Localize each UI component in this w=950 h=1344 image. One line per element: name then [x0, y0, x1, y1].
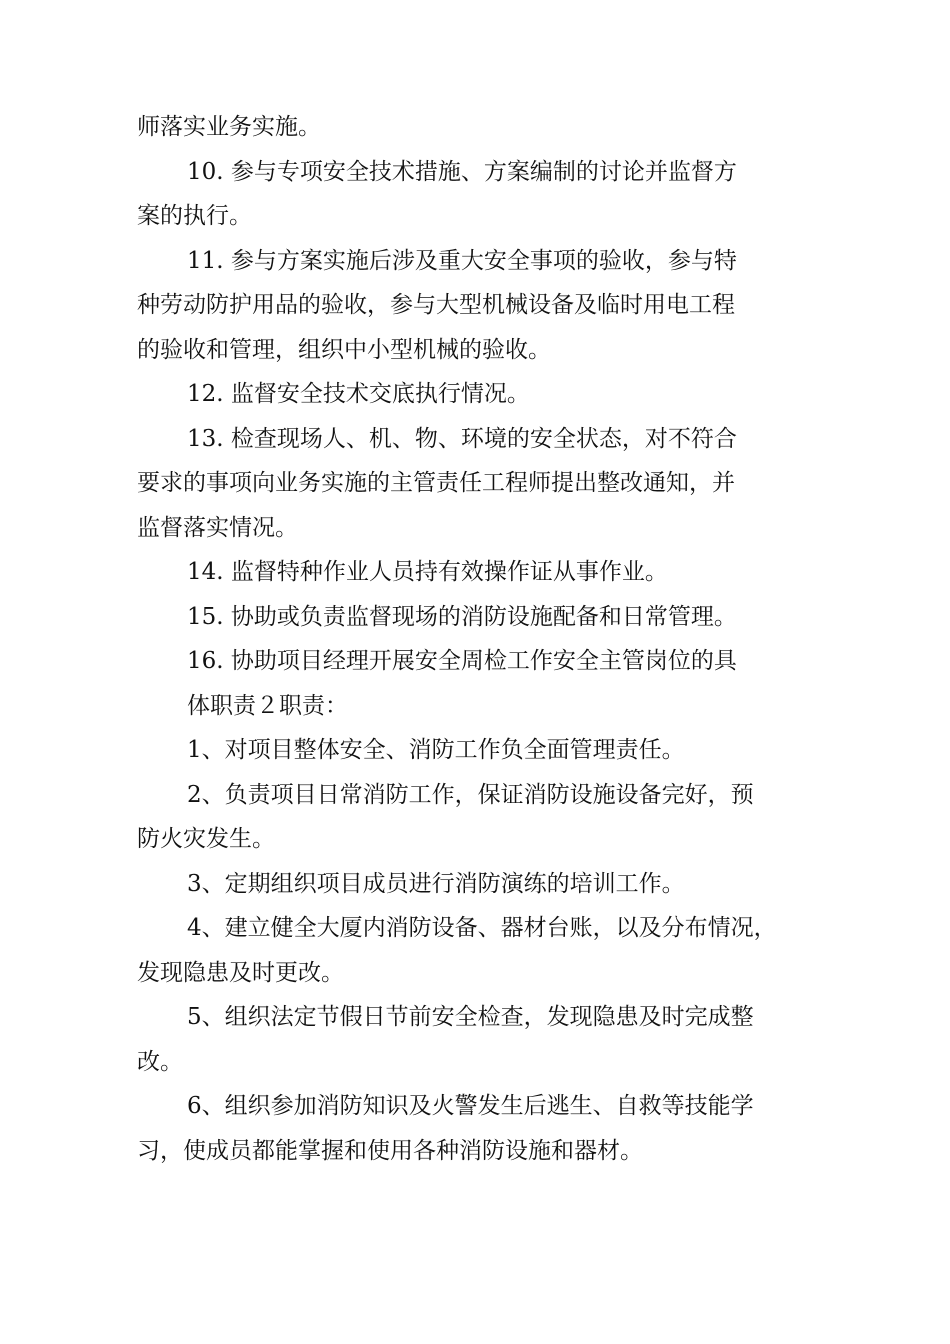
text-line: 种劳动防护用品的验收，参与大型机械设备及临时用电工程 [137, 292, 735, 318]
paragraph-p11 [137, 239, 827, 373]
text-line: 10. 参与专项安全技术措施、方案编制的讨论并监督方 [187, 158, 737, 185]
paragraph-p15 [137, 595, 827, 640]
text-line: 体职责２职责： [187, 692, 348, 719]
paragraph-p10 [137, 150, 827, 239]
text-line: 监督落实情况。 [137, 514, 298, 541]
text-line: 案的执行。 [137, 203, 252, 229]
text-line: 16. 协助项目经理开展安全周检工作安全主管岗位的具 [187, 648, 737, 674]
text-line: 3、定期组织项目成员进行消防演练的培训工作。 [187, 870, 685, 897]
paragraph-q3 [137, 862, 827, 907]
text-line: 习，使成员都能掌握和使用各种消防设施和器材。 [137, 1137, 643, 1164]
text-line: 6、组织参加消防知识及火警发生后逃生、自救等技能学 [187, 1093, 754, 1119]
text-line: 4、建立健全大厦内消防设备、器材台账，以及分布情况， [187, 915, 777, 941]
paragraph-q5 [137, 995, 827, 1084]
paragraph-q6 [137, 1084, 827, 1173]
document-body [137, 105, 827, 1173]
text-line: 13. 检查现场人、机、物、环境的安全状态，对不符合 [187, 425, 737, 452]
text-line: 15. 协助或负责监督现场的消防设施配备和日常管理。 [187, 603, 737, 630]
text-line: 5、组织法定节假日节前安全检查，发现隐患及时完成整 [187, 1004, 754, 1030]
text-line: 14. 监督特种作业人员持有效操作证从事作业。 [187, 559, 668, 585]
text-line: 的验收和管理，组织中小型机械的验收。 [137, 336, 551, 363]
paragraph-p16 [137, 639, 827, 728]
text-line: 发现隐患及时更改。 [137, 959, 344, 986]
text-line: 12. 监督安全技术交底执行情况。 [187, 381, 530, 407]
paragraph-p13 [137, 417, 827, 551]
text-line: 防火灾发生。 [137, 826, 275, 852]
text-line: 改。 [137, 1048, 183, 1075]
text-line: 1、对项目整体安全、消防工作负全面管理责任。 [187, 737, 685, 763]
paragraph-p12 [137, 372, 827, 417]
text-line: 要求的事项向业务实施的主管责任工程师提出整改通知，并 [137, 470, 735, 496]
paragraph-q1 [137, 728, 827, 773]
paragraph-p14 [137, 550, 827, 595]
paragraph-p-cont [137, 105, 827, 150]
paragraph-q2 [137, 773, 827, 862]
text-line: 师落实业务实施。 [137, 114, 321, 140]
text-line: 11. 参与方案实施后涉及重大安全事项的验收，参与特 [187, 247, 737, 274]
text-line: 2、负责项目日常消防工作，保证消防设施设备完好，预 [187, 781, 754, 808]
paragraph-q4 [137, 906, 827, 995]
